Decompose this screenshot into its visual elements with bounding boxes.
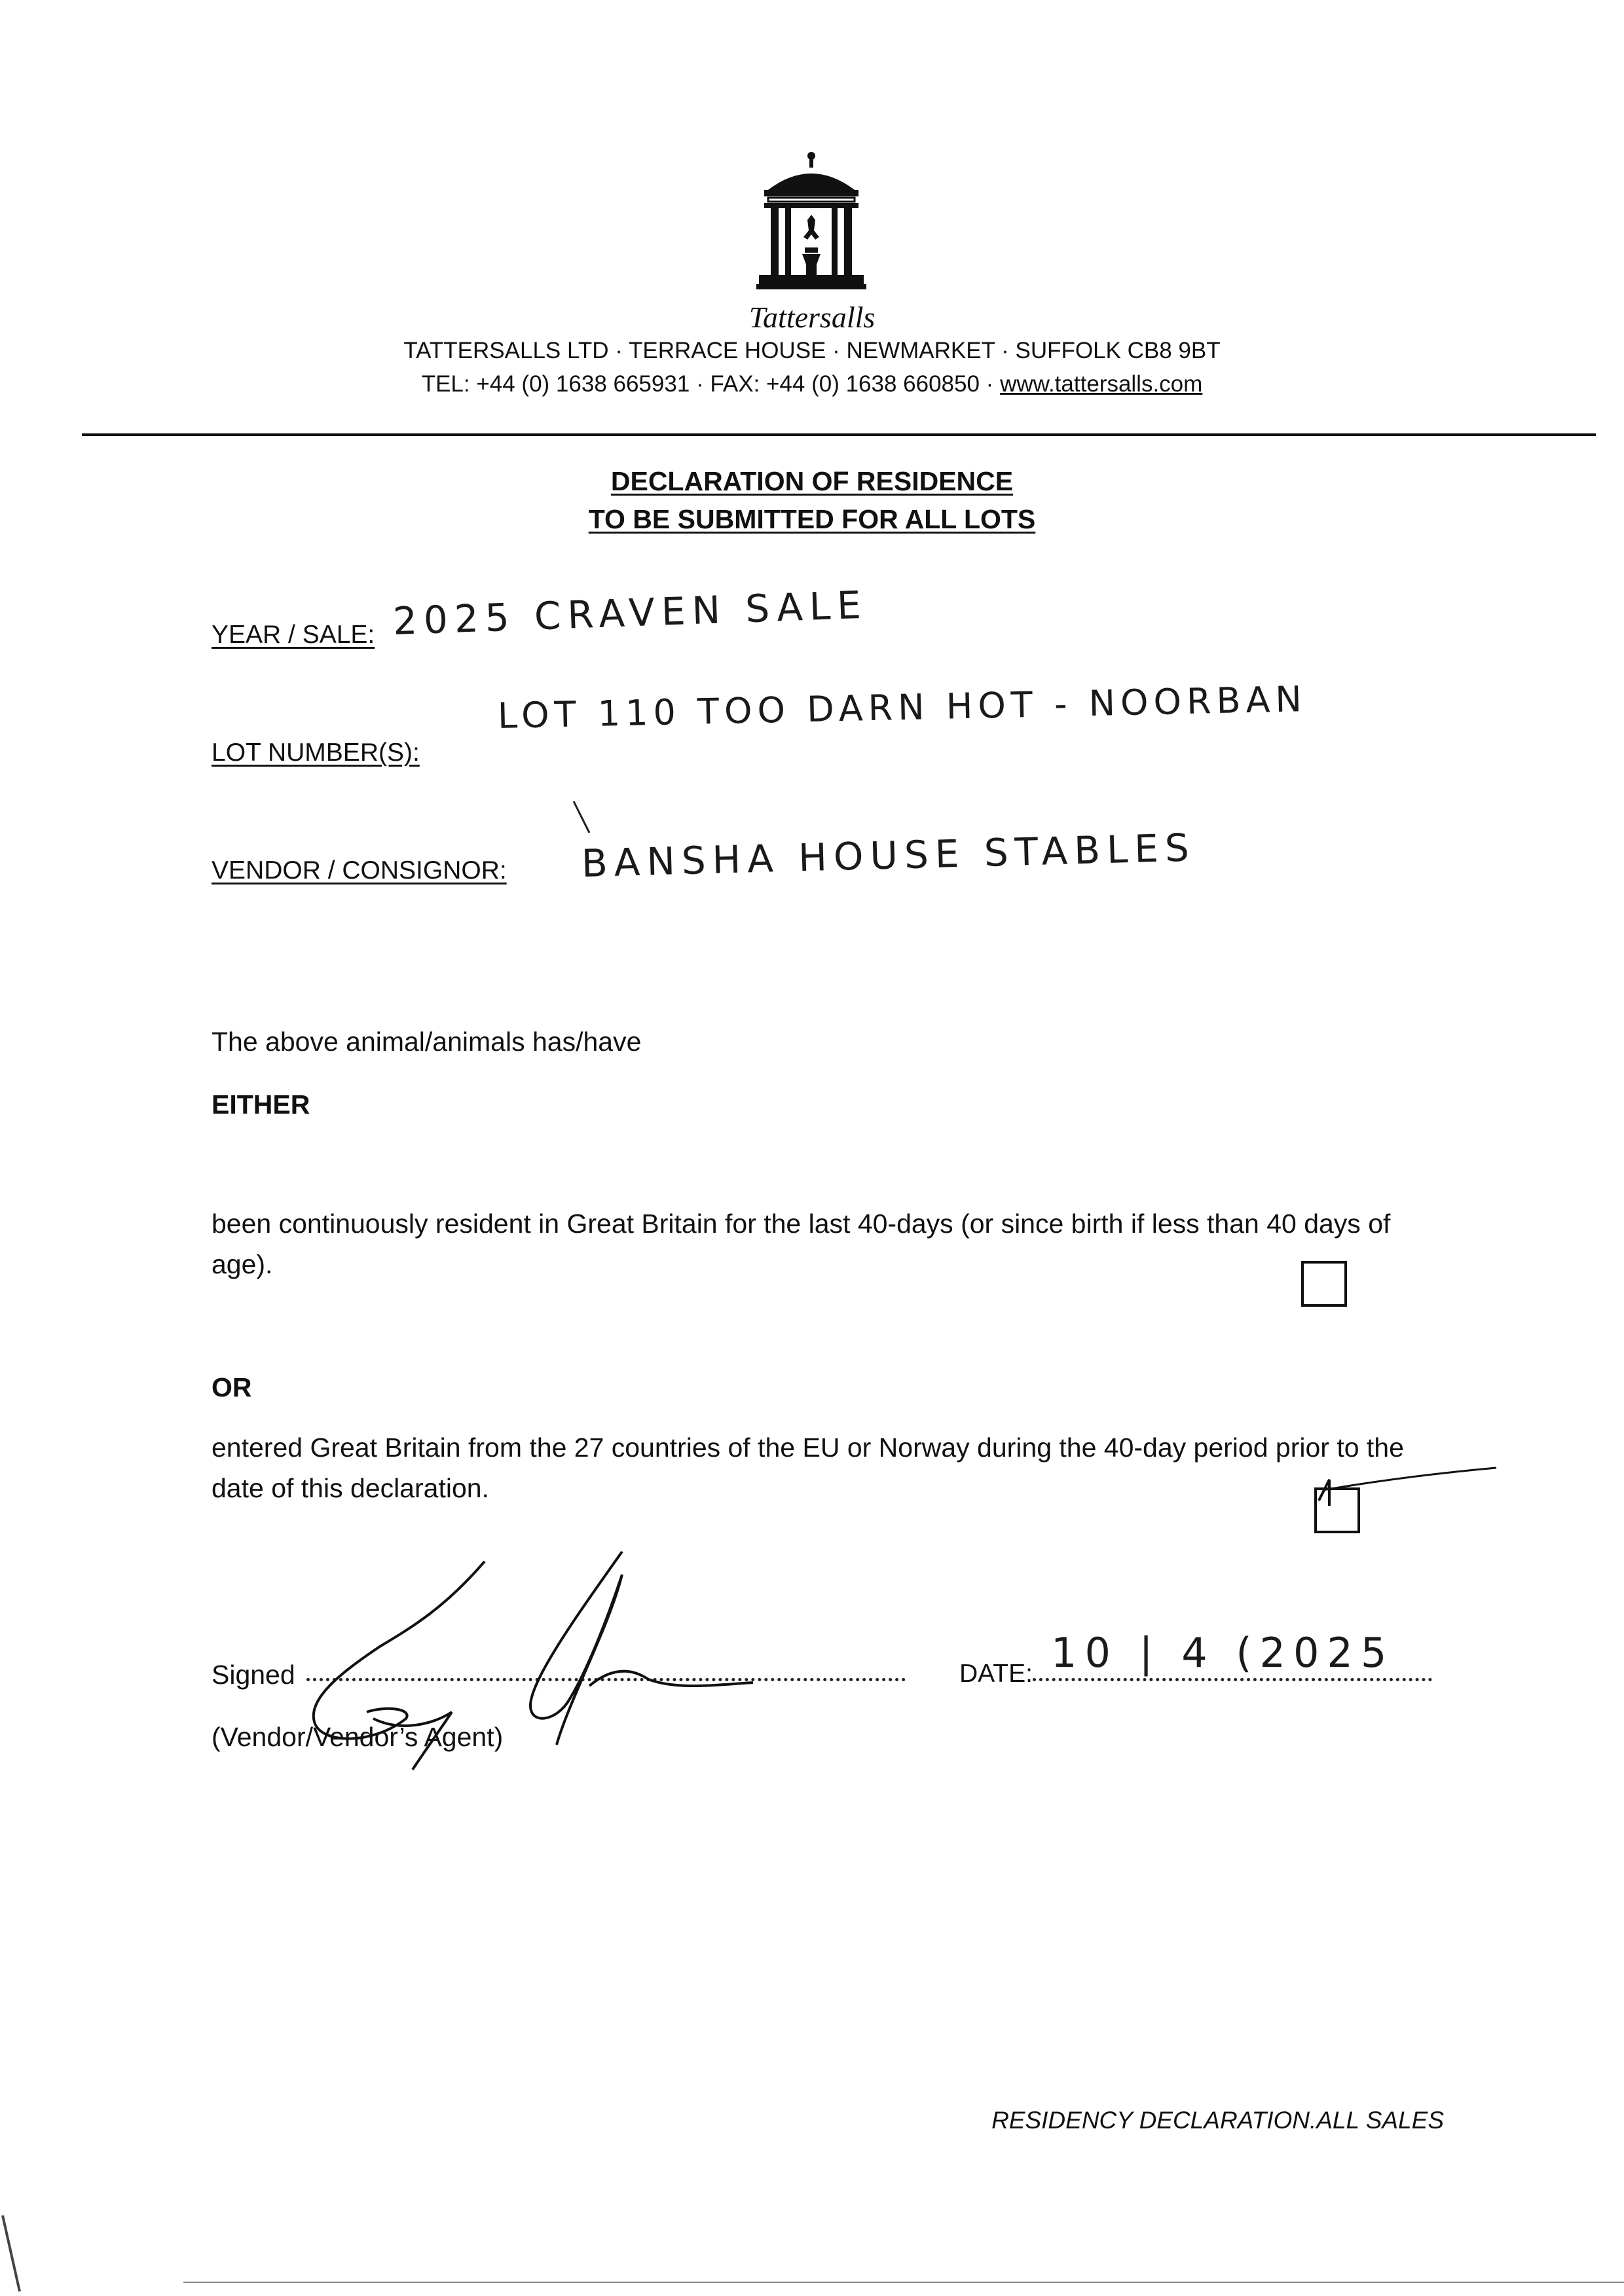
or-label: OR [212,1372,252,1402]
company-contact [0,371,1624,397]
form-subtitle: TO BE SUBMITTED FOR ALL LOTS [588,504,1036,534]
website-link[interactable]: www.tattersalls.com [1000,371,1203,397]
date-value[interactable]: 10 | 4 (2025 [1051,1629,1395,1677]
contact-numbers: TEL: +44 (0) 1638 665931 · FAX: +44 (0) 1638 660850 · [421,371,1001,397]
either-label: EITHER [212,1089,310,1120]
scan-edge-mark-icon [0,2213,26,2296]
signed-label: Signed [212,1660,295,1690]
company-address: TATTERSALLS LTD · TERRACE HOUSE · NEWMARKET · SUFFOLK CB8 9BT [403,338,1221,363]
checkmark-icon [1310,1460,1500,1512]
scan-bottom-edge [183,2282,1624,2283]
option-1-text: been continuously resident in Great Britain for the last 40-days (or since birth if less than 40 days of age). [212,1209,1391,1279]
pen-mark-icon [570,799,596,838]
date-label: DATE: [959,1660,1033,1688]
lot-numbers-value[interactable]: LOT 110 TOO DARN HOT - NOORBAN [497,678,1308,737]
intro-text: The above animal/animals has/have [212,1027,642,1057]
vendor-consignor-label: VENDOR / CONSIGNOR: [212,856,507,884]
rotunda-statue-icon [756,149,866,293]
option-2-text: entered Great Britain from the 27 countries of the EU or Norway during the 40-day period prior to the date of this declaration. [212,1432,1404,1503]
option-1-checkbox[interactable] [1301,1261,1347,1307]
footer-label: RESIDENCY DECLARATION.ALL SALES [991,2107,1444,2134]
date-line[interactable] [1033,1678,1432,1681]
company-name: Tattersalls [748,301,876,334]
year-sale-label: YEAR / SALE: [212,621,375,649]
form-title: DECLARATION OF RESIDENCE [610,466,1014,496]
lot-numbers-label: LOT NUMBER(S): [212,738,420,767]
vendor-consignor-value[interactable]: BANSHA HOUSE STABLES [581,825,1196,886]
year-sale-value[interactable]: 2025 CRAVEN SALE [392,582,868,644]
header-divider [82,433,1596,436]
signer-note: (Vendor/Vendor’s Agent) [212,1722,504,1752]
